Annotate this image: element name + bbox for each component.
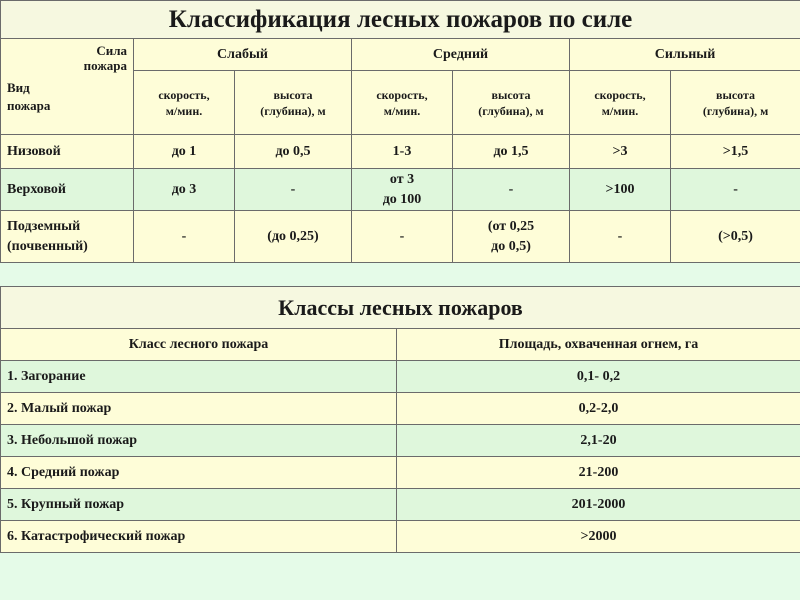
value-cell: до 0,5 (235, 135, 352, 169)
fire-class-cell: 6. Катастрофический пожар (1, 521, 397, 553)
value-cell: - (235, 169, 352, 211)
table-row (1, 489, 800, 521)
speed-subheader: скорость, м/мин. (134, 71, 235, 135)
value-cell: до 1,5 (453, 135, 570, 169)
table-row (1, 425, 800, 457)
area-cell: 0,1- 0,2 (397, 361, 800, 393)
strength-strong-header: Сильный (570, 39, 800, 71)
height-subheader: высота (глубина), м (671, 71, 800, 135)
area-cell: 21-200 (397, 457, 800, 489)
value-cell: >100 (570, 169, 671, 211)
table-row (1, 457, 800, 489)
value-cell: 1-3 (352, 135, 453, 169)
table2-body (1, 361, 800, 553)
fire-class-cell: 3. Небольшой пожар (1, 425, 397, 457)
value-cell: до 1 (134, 135, 235, 169)
table-row (1, 211, 800, 263)
table1-title: Классификация лесных пожаров по силе (1, 1, 800, 39)
area-cell: >2000 (397, 521, 800, 553)
table-row (1, 169, 800, 211)
value-cell: - (352, 211, 453, 263)
fire-class-cell: 5. Крупный пожар (1, 489, 397, 521)
corner-header (1, 39, 134, 135)
value-cell: - (671, 169, 800, 211)
area-cell: 201-2000 (397, 489, 800, 521)
table-row (1, 361, 800, 393)
corner-strength-label: Сила пожара (83, 43, 127, 73)
strength-medium-header: Средний (352, 39, 570, 71)
value-cell: - (134, 211, 235, 263)
table-row (1, 521, 800, 553)
area-cell: 0,2-2,0 (397, 393, 800, 425)
value-cell: - (453, 169, 570, 211)
fire-class-cell: 2. Малый пожар (1, 393, 397, 425)
fire-type-cell: Подземный (почвенный) (1, 211, 134, 263)
value-cell: (до 0,25) (235, 211, 352, 263)
height-subheader: высота (глубина), м (235, 71, 352, 135)
fire-class-cell: 4. Средний пожар (1, 457, 397, 489)
corner-type-label: Вид пожара (7, 80, 51, 113)
value-cell: >3 (570, 135, 671, 169)
height-subheader: высота (глубина), м (453, 71, 570, 135)
strength-weak-header: Слабый (134, 39, 352, 71)
area-column-header: Площадь, охваченная огнем, га (397, 329, 800, 361)
class-column-header: Класс лесного пожара (1, 329, 397, 361)
table-row (1, 393, 800, 425)
value-cell: (от 0,25 до 0,5) (453, 211, 570, 263)
value-cell: (>0,5) (671, 211, 800, 263)
speed-subheader: скорость, м/мин. (570, 71, 671, 135)
value-cell: от 3 до 100 (352, 169, 453, 211)
fire-classes-table (0, 286, 800, 553)
area-cell: 2,1-20 (397, 425, 800, 457)
value-cell: >1,5 (671, 135, 800, 169)
fire-type-cell: Верховой (1, 169, 134, 211)
speed-subheader: скорость, м/мин. (352, 71, 453, 135)
fire-type-cell: Низовой (1, 135, 134, 169)
table1-body (1, 135, 800, 263)
value-cell: до 3 (134, 169, 235, 211)
table2-title: Классы лесных пожаров (1, 287, 800, 329)
value-cell: - (570, 211, 671, 263)
table-row (1, 135, 800, 169)
fire-class-cell: 1. Загорание (1, 361, 397, 393)
fire-strength-table (0, 0, 800, 263)
